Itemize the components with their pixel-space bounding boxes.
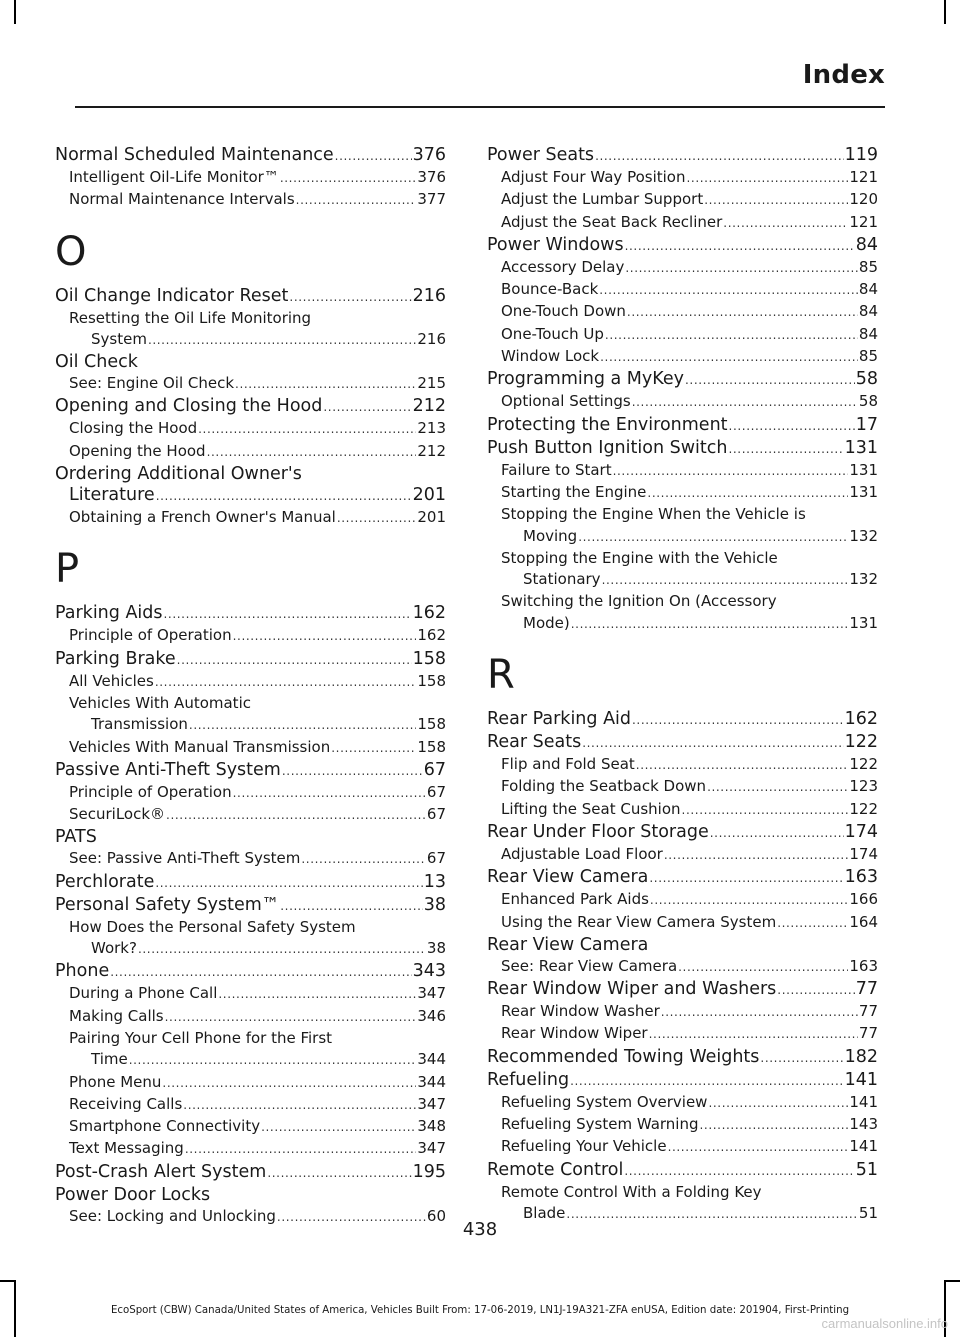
index-subentry[interactable]: Adjustable Load Floor ..... 174 (487, 844, 878, 866)
index-subentry[interactable]: SecuriLock® ..... 67 (55, 804, 446, 826)
index-entry[interactable]: Rear Parking Aid ..... 162 (487, 709, 878, 731)
index-subentry[interactable]: Refueling System Overview ..... 141 (487, 1092, 878, 1114)
index-subentry[interactable]: Opening the Hood ..... 212 (55, 441, 446, 463)
index-subentry[interactable]: Switching the Ignition On (Accessory Mode) ..... 131 (487, 591, 878, 635)
index-subentry[interactable]: Adjust the Seat Back Recliner ..... 121 (487, 212, 878, 234)
index-subentry[interactable]: Accessory Delay ..... 85 (487, 257, 878, 279)
index-subentry[interactable]: Failure to Start ..... 131 (487, 460, 878, 482)
index-subentry[interactable]: Stopping the Engine with the Vehicle Stationary ..... 132 (487, 548, 878, 592)
index-entry[interactable]: Rear Window Wiper and Washers ..... 77 (487, 979, 878, 1001)
index-entry[interactable]: Normal Scheduled Maintenance ..... 376 (55, 145, 446, 167)
index-subentry[interactable]: See: Engine Oil Check ..... 215 (55, 373, 446, 395)
index-entry[interactable]: Recommended Towing Weights ..... 182 (487, 1047, 878, 1069)
watermark[interactable]: carmanualsonline.info (821, 1316, 948, 1331)
index-entry[interactable]: Programming a MyKey ..... 58 (487, 369, 878, 391)
index-entry[interactable]: Personal Safety System™ ..... 38 (55, 895, 446, 917)
index-subentry[interactable]: All Vehicles ..... 158 (55, 671, 446, 693)
index-subentry[interactable]: Enhanced Park Aids ..... 166 (487, 889, 878, 911)
index-column-left (55, 144, 446, 1228)
index-subentry[interactable]: Resetting the Oil Life Monitoring System ..... 216 (55, 308, 446, 352)
index-subentry[interactable]: Rear Window Wiper ..... 77 (487, 1023, 878, 1045)
index-subentry[interactable]: Stopping the Engine When the Vehicle is Moving ..... 132 (487, 504, 878, 548)
index-subentry[interactable]: Adjust the Lumbar Support ..... 120 (487, 189, 878, 211)
index-subentry[interactable]: Normal Maintenance Intervals ..... 377 (55, 189, 446, 211)
index-entry[interactable]: Power Seats ..... 119 (487, 145, 878, 167)
index-entry[interactable]: Opening and Closing the Hood ..... 212 (55, 396, 446, 418)
page-title: Index (802, 60, 885, 90)
index-entry[interactable]: Power Windows ..... 84 (487, 235, 878, 257)
index-subentry[interactable]: Smartphone Connectivity ..... 348 (55, 1116, 446, 1138)
crop-mark-top-right (944, 0, 946, 24)
index-subentry[interactable]: Remote Control With a Folding Key Blade ..... 51 (487, 1182, 878, 1226)
index-subentry[interactable]: See: Passive Anti-Theft System ..... 67 (55, 848, 446, 870)
index-subentry[interactable]: Bounce-Back ..... 84 (487, 279, 878, 301)
index-entry[interactable]: Ordering Additional Owner's Literature ..... 201 (55, 464, 446, 507)
index-subentry[interactable]: How Does the Personal Safety System Work? ..... 38 (55, 917, 446, 961)
crop-mark-top-left (14, 0, 16, 24)
index-entry[interactable]: Rear View Camera ..... 163 (487, 867, 878, 889)
index-subentry[interactable]: Window Lock ..... 85 (487, 346, 878, 368)
index-subentry[interactable]: Principle of Operation ..... 67 (55, 782, 446, 804)
section-letter-p: P (55, 546, 80, 593)
index-subentry[interactable]: Refueling System Warning ..... 143 (487, 1114, 878, 1136)
index-column-right (487, 144, 878, 1225)
section-letter-o: O (55, 228, 87, 275)
crop-mark-bottom-right-h (944, 1280, 960, 1282)
index-subentry[interactable]: Text Messaging ..... 347 (55, 1138, 446, 1160)
index-subentry[interactable]: Obtaining a French Owner's Manual ..... 201 (55, 507, 446, 529)
index-subentry[interactable]: Pairing Your Cell Phone for the First Time ..... 344 (55, 1028, 446, 1072)
index-subentry[interactable]: Making Calls ..... 346 (55, 1006, 446, 1028)
index-entry[interactable]: Rear Under Floor Storage ..... 174 (487, 822, 878, 844)
index-subentry[interactable]: Refueling Your Vehicle ..... 141 (487, 1136, 878, 1158)
index-entry[interactable]: Phone ..... 343 (55, 961, 446, 983)
index-entry[interactable]: Push Button Ignition Switch ..... 131 (487, 438, 878, 460)
index-subentry[interactable]: Rear Window Washer ..... 77 (487, 1001, 878, 1023)
index-subentry[interactable]: Receiving Calls ..... 347 (55, 1094, 446, 1116)
index-subentry[interactable]: Optional Settings ..... 58 (487, 391, 878, 413)
index-subentry[interactable]: One-Touch Down ..... 84 (487, 301, 878, 323)
index-entry: Rear View Camera (487, 934, 649, 955)
index-subentry[interactable]: Lifting the Seat Cushion ..... 122 (487, 799, 878, 821)
index-entry[interactable]: Protecting the Environment ..... 17 (487, 415, 878, 437)
index-entry[interactable]: Perchlorate ..... 13 (55, 872, 446, 894)
index-subentry[interactable]: See: Rear View Camera ..... 163 (487, 956, 878, 978)
index-entry[interactable]: Passive Anti-Theft System ..... 67 (55, 760, 446, 782)
index-subentry[interactable]: Flip and Fold Seat ..... 122 (487, 754, 878, 776)
index-subentry[interactable]: Principle of Operation ..... 162 (55, 625, 446, 647)
index-entry[interactable]: Oil Change Indicator Reset ..... 216 (55, 286, 446, 308)
index-entry[interactable]: Parking Brake ..... 158 (55, 649, 446, 671)
index-subentry[interactable]: One-Touch Up ..... 84 (487, 324, 878, 346)
index-subentry[interactable]: Starting the Engine ..... 131 (487, 482, 878, 504)
index-subentry[interactable]: Phone Menu ..... 344 (55, 1072, 446, 1094)
index-subentry[interactable]: Closing the Hood ..... 213 (55, 418, 446, 440)
section-letter-r: R (487, 652, 515, 699)
index-subentry[interactable]: Vehicles With Automatic Transmission ..... 158 (55, 693, 446, 737)
index-entry: PATS (55, 827, 97, 848)
page-number: 438 (462, 1219, 498, 1240)
footer-edition-info: EcoSport (CBW) Canada/United States of America, Vehicles Built From: 17-06-2019, LN1J-19A321-ZFA enUSA, Edition date: 201904, First-Printing (110, 1305, 850, 1316)
index-entry: Power Door Locks (55, 1184, 211, 1205)
index-subentry[interactable]: Folding the Seatback Down ..... 123 (487, 776, 878, 798)
index-entry: Oil Check (55, 352, 138, 373)
index-subentry[interactable]: Using the Rear View Camera System ..... 164 (487, 912, 878, 934)
crop-mark-bottom-left-h (0, 1280, 16, 1282)
index-entry[interactable]: Remote Control ..... 51 (487, 1160, 878, 1182)
index-subentry[interactable]: During a Phone Call ..... 347 (55, 983, 446, 1005)
index-entry[interactable]: Refueling ..... 141 (487, 1070, 878, 1092)
index-entry[interactable]: Rear Seats ..... 122 (487, 732, 878, 754)
index-entry[interactable]: Post-Crash Alert System ..... 195 (55, 1162, 446, 1184)
index-subentry[interactable]: Adjust Four Way Position ..... 121 (487, 167, 878, 189)
index-subentry[interactable]: See: Locking and Unlocking ..... 60 (55, 1206, 446, 1228)
index-subentry[interactable]: Vehicles With Manual Transmission ..... 158 (55, 737, 446, 759)
index-entry[interactable]: Parking Aids ..... 162 (55, 603, 446, 625)
index-subentry[interactable]: Intelligent Oil-Life Monitor™ ..... 376 (55, 167, 446, 189)
title-rule (75, 106, 885, 108)
